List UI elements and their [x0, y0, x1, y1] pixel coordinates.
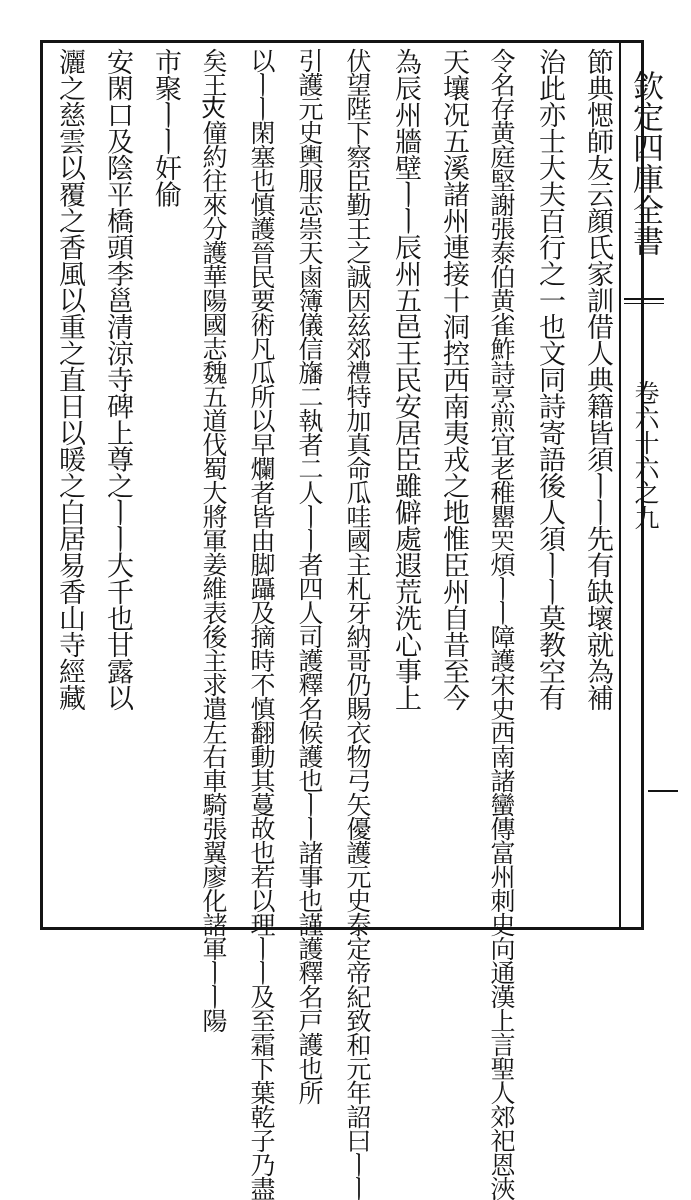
- column-text: 令名存黄庭堅謝張泰伯黄雀鮓詩烹煎宜老稚罌𦉼煩ㅣㅣ: [487, 48, 516, 624]
- text-column-2: [525, 48, 573, 920]
- column-text: 安閑口及陰平橋頭李邕清涼寺碑上尊之ㅣㅣ大千也甘露以: [102, 48, 133, 711]
- column-text: 灑之慈雲以覆之香風以重之直日以暖之白居易香山寺經藏: [54, 48, 85, 711]
- text-column-12: [45, 48, 93, 920]
- text-column-11: [93, 48, 141, 920]
- text-column-6: [333, 48, 381, 1200]
- column-text: 矣王𡗜僮約往來: [199, 48, 228, 216]
- column-text: 伏望陛下察臣勤王之誠因兹郊禮特加真命瓜哇國主札牙納哥仍賜衣物弓矢: [343, 48, 372, 816]
- margin-tick: [648, 790, 678, 792]
- text-column-9: [189, 48, 237, 1032]
- column-text: 節典愢師友云顔氏家訓借人典籍皆須ㅣㅣ先有缺壞就為補: [582, 48, 613, 711]
- column-text: 天壤况五溪諸州連接十洞控西南夷戎之地惟臣州自昔至今: [438, 48, 469, 711]
- column-text: 市聚ㅣㅣ奸偷: [150, 48, 181, 207]
- entry-youhu: 優護元史泰定帝紀致和元年詔曰ㅣㅣ: [343, 816, 372, 1200]
- fish-tail-mark-2: [624, 303, 664, 304]
- text-column-3: [477, 48, 525, 1200]
- volume-label: 卷六十六之九: [631, 380, 660, 530]
- column-text: 引護元史輿服志崇天鹵簿儀信旛二執者二人ㅣㅣ者四人: [295, 48, 324, 624]
- text-column-8: [237, 48, 285, 1200]
- entry-fenhu: 分護華陽國志魏五道伐蜀大將軍姜維表後主求遣左右車騎張翼廖化諸軍ㅣㅣ陽: [199, 216, 228, 1032]
- column-text: 以ㅣㅣ閑塞也: [247, 48, 276, 192]
- column-text: 為辰州牆壁ㅣㅣ辰州五邑王民安居臣雖僻處遐荒洗心事上: [390, 48, 421, 711]
- book-title: 欽定四庫全書: [627, 70, 663, 256]
- text-column-7: [285, 48, 333, 1104]
- text-column-4: [429, 48, 477, 920]
- fish-tail-mark: [624, 298, 664, 300]
- entry-shenhu: 慎護晉民要術凡瓜所以早爛者皆由脚躡及摘時不慎翻動其蔓故也若以理ㅣㅣ及至霜下葉乾子乃盡: [247, 192, 276, 1200]
- column-text: 治此亦士大夫百行之一也文同詩寄語後人須ㅣㅣ莫教空有: [534, 48, 565, 711]
- text-column-1: [573, 48, 621, 920]
- text-column-5: [381, 48, 429, 920]
- entry-zhanghu: 障護宋史西南諸蠻傳富州刺史向通漢上言聖人郊祀恩浹: [487, 624, 516, 1200]
- entry-jinhu: 謹護釋名戸護也所: [295, 912, 324, 1104]
- entry-sihu: 司護釋名候護也ㅣㅣ諸事也: [295, 624, 324, 912]
- text-column-10: [141, 48, 189, 920]
